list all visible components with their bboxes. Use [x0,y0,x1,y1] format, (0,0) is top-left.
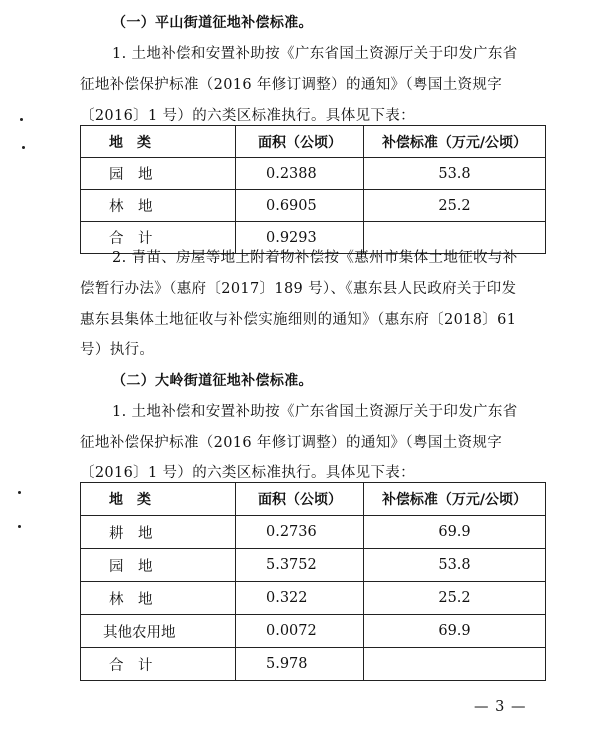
cell-area: 0.322 [236,582,364,615]
cell-land-type: 合 计 [81,648,236,681]
table-row [81,549,546,582]
cell-land-type: 园 地 [81,158,236,190]
table-row [81,190,546,222]
cell-land-type: 林 地 [81,582,236,615]
cell-area: 0.6905 [236,190,364,222]
margin-mark [18,525,21,528]
cell-area: 0.9293 [236,222,364,254]
table-header-row [81,126,546,158]
cell-standard [364,648,546,681]
header-land-type: 地 类 [81,126,236,158]
section2-para1-line2: 征地补偿保护标准（2016 年修订调整）的通知》（粤国土资规字 [80,435,503,451]
cell-standard: 53.8 [364,549,546,582]
section1-para1-line1: 1. 土地补偿和安置补助按《广东省国土资源厅关于印发广东省 [112,46,518,62]
page-number: — 3 — [474,699,527,715]
cell-area: 5.978 [236,648,364,681]
section1-para2-line2: 偿暂行办法》（惠府〔2017〕189 号）、《惠东县人民政府关于印发 [80,281,517,297]
section1-para2-line3: 惠东县集体土地征收与补偿实施细则的通知》（惠东府〔2018〕61 [80,312,517,328]
cell-standard: 53.8 [364,158,546,190]
header-area: 面积（公顷） [236,483,364,516]
cell-land-type: 林 地 [81,190,236,222]
section2-table [80,482,546,681]
section1-para2-line4: 号）执行。 [80,342,155,358]
header-standard: 补偿标准（万元/公顷） [364,483,546,516]
table-row [81,158,546,190]
cell-standard: 69.9 [364,615,546,648]
cell-land-type: 园 地 [81,549,236,582]
margin-mark [22,146,25,149]
section1-table [80,125,546,254]
cell-area: 0.2388 [236,158,364,190]
table-header-row [81,483,546,516]
cell-standard: 69.9 [364,516,546,549]
cell-area: 0.2736 [236,516,364,549]
cell-land-type: 其他农用地 [81,615,236,648]
table-row [81,516,546,549]
table-row [81,582,546,615]
cell-standard: 25.2 [364,190,546,222]
cell-land-type: 合 计 [81,222,236,254]
cell-area: 0.0072 [236,615,364,648]
header-area: 面积（公顷） [236,126,364,158]
section1-para1-line3: 〔2016〕1 号）的六类区标准执行。具体见下表： [80,108,415,124]
section1-para2-line1: 2. 青苗、房屋等地上附着物补偿按《惠州市集体土地征收与补 [112,250,518,266]
section2-para1-line3: 〔2016〕1 号）的六类区标准执行。具体见下表： [80,465,415,481]
cell-land-type: 耕 地 [81,516,236,549]
section1-heading: （一）平山街道征地补偿标准。 [112,15,313,31]
table-row [81,648,546,681]
section2-para1-line1: 1. 土地补偿和安置补助按《广东省国土资源厅关于印发广东省 [112,404,518,420]
section2-heading: （二）大岭街道征地补偿标准。 [112,373,313,389]
cell-standard: 25.2 [364,582,546,615]
margin-mark [18,491,21,494]
section1-para1-line2: 征地补偿保护标准（2016 年修订调整）的通知》（粤国土资规字 [80,77,503,93]
table-row [81,615,546,648]
header-land-type: 地 类 [81,483,236,516]
cell-area: 5.3752 [236,549,364,582]
margin-mark [20,118,23,121]
header-standard: 补偿标准（万元/公顷） [364,126,546,158]
